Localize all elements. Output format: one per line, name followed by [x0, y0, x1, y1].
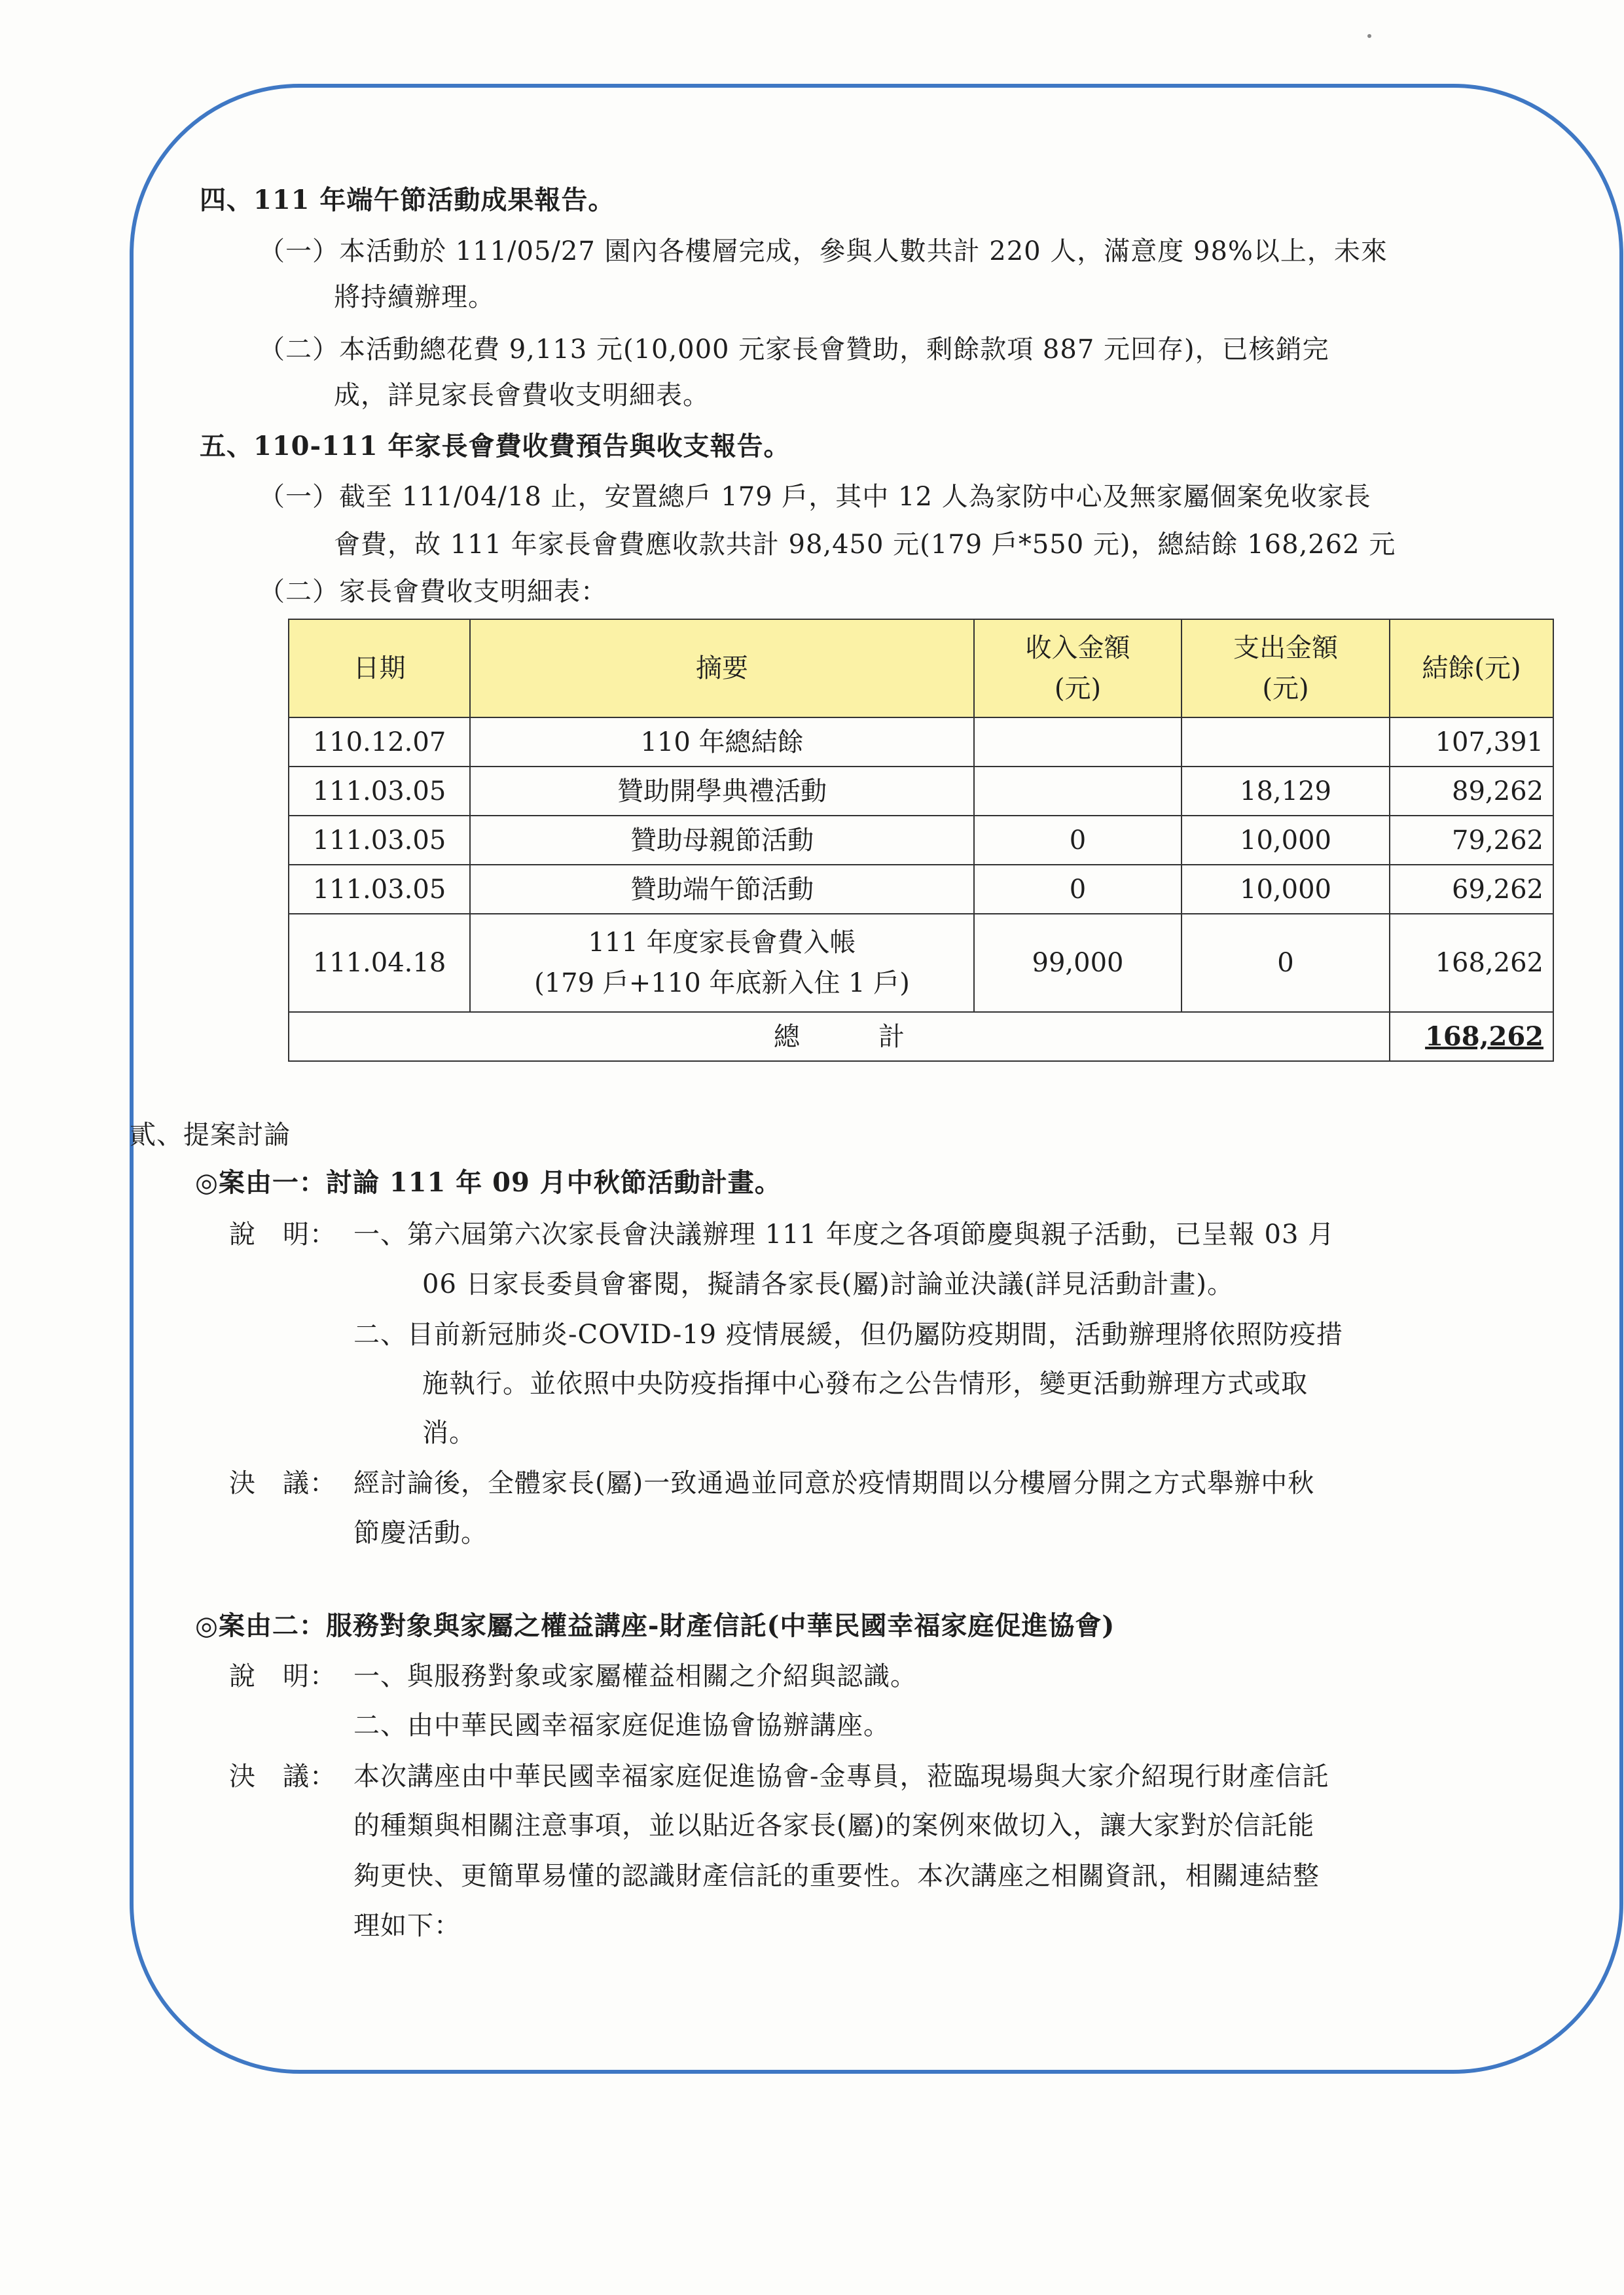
- case-2-explain-label: 說 明：: [229, 1661, 336, 1691]
- header-income: [974, 619, 1182, 717]
- fee-ledger-table: [288, 619, 1554, 1062]
- case-2-resolve-line-2: 的種類與相關注意事項，並以貼近各家長(屬)的案例來做切入，讓大家對於信託能: [353, 1811, 1315, 1841]
- section-5-item-1-line-2: 會費，故 111 年家長會費應收款共計 98,450 元(179 戶*550 元)，總結餘 168,262 元: [334, 530, 1396, 560]
- cell-income: [974, 767, 1182, 816]
- case-1-title: ◎案由一：討論 111 年 09 月中秋節活動計畫。: [195, 1167, 782, 1198]
- cell-income: 0: [974, 865, 1182, 914]
- cell-income: 0: [974, 816, 1182, 865]
- case-2-resolve-line-3: 夠更快、更簡單易懂的認識財產信託的重要性。本次講座之相關資訊，相關連結整: [353, 1861, 1320, 1891]
- section-4-item-2-line-2: 成，詳見家長會費收支明細表。: [334, 380, 710, 410]
- case-2-explain-2: 二、由中華民國幸福家庭促進協會協辦講座。: [353, 1710, 890, 1741]
- cell-date: 111.03.05: [289, 816, 470, 865]
- case-1-explain-1-line-1: 一、第六屆第六次家長會決議辦理 111 年度之各項節慶與親子活動，已呈報 03 月: [353, 1220, 1335, 1250]
- cell-date: 111.04.18: [289, 914, 470, 1012]
- cell-expense: 10,000: [1182, 865, 1390, 914]
- header-income-unit: (元): [1054, 674, 1102, 704]
- header-expense-label: 支出金額: [1233, 633, 1338, 663]
- table-row: [289, 914, 1553, 1012]
- table-row: [289, 816, 1553, 865]
- case-1-explain-label: 說 明：: [229, 1220, 336, 1250]
- section-4-item-1-line-2: 將持續辦理。: [334, 282, 495, 312]
- header-date: 日期: [289, 619, 470, 717]
- header-balance: 結餘(元): [1390, 619, 1553, 717]
- table-total-row: [289, 1012, 1553, 1061]
- case-1-explain-2-line-1: 二、目前新冠肺炎-COVID-19 疫情展緩，但仍屬防疫期間，活動辦理將依照防疫措: [353, 1320, 1343, 1350]
- cell-date: 111.03.05: [289, 865, 470, 914]
- cell-balance: 107,391: [1390, 717, 1553, 767]
- case-1-explain-1-line-2: 06 日家長委員會審閱，擬請各家長(屬)討論並決議(詳見活動計畫)。: [422, 1269, 1235, 1299]
- table-row: [289, 717, 1553, 767]
- case-1-resolve-line-2: 節慶活動。: [353, 1518, 488, 1548]
- cell-balance: 79,262: [1390, 816, 1553, 865]
- header-expense-unit: (元): [1262, 674, 1309, 704]
- header-expense: [1182, 619, 1390, 717]
- case-1-explain-2-line-2: 施執行。並依照中央防疫指揮中心發布之公告情形，變更活動辦理方式或取: [422, 1369, 1308, 1399]
- table-row: [289, 767, 1553, 816]
- cell-summary: 贊助開學典禮活動: [470, 767, 974, 816]
- section-4-item-1-line-1: （一）本活動於 111/05/27 園內各樓層完成，參與人數共計 220 人，滿意度 98%以上，未來: [259, 236, 1388, 266]
- cell-expense: 18,129: [1182, 767, 1390, 816]
- cell-summary: 贊助母親節活動: [470, 816, 974, 865]
- cell-balance: 89,262: [1390, 767, 1553, 816]
- table-row: [289, 865, 1553, 914]
- cell-summary-line-1: 111 年度家長會費入帳: [588, 928, 856, 958]
- cell-date: 111.03.05: [289, 767, 470, 816]
- total-value: 168,262: [1425, 1021, 1543, 1052]
- case-1-explain-2-line-3: 消。: [422, 1418, 476, 1448]
- case-2-resolve-line-4: 理如下：: [353, 1911, 461, 1941]
- header-income-label: 收入金額: [1025, 633, 1130, 663]
- section-5-title: 五、110-111 年家長會費收費預告與收支報告。: [200, 431, 791, 461]
- case-1-resolve-line-1: 經討論後，全體家長(屬)一致通過並同意於疫情期間以分樓層分開之方式舉辦中秋: [353, 1468, 1315, 1498]
- cell-expense: 10,000: [1182, 816, 1390, 865]
- case-2-title: ◎案由二：服務對象與家屬之權益講座-財產信託(中華民國幸福家庭促進協會): [195, 1610, 1115, 1641]
- case-2-resolve-label: 決 議：: [229, 1762, 336, 1792]
- section-4-item-2-line-1: （二）本活動總花費 9,113 元(10,000 元家長會贊助，剩餘款項 887 元回存)，已核銷完: [259, 334, 1329, 365]
- cell-date: 110.12.07: [289, 717, 470, 767]
- total-label: 總 計: [289, 1012, 1390, 1061]
- table-header-row: [289, 619, 1553, 717]
- section-5-item-2: （二）家長會費收支明細表：: [259, 577, 607, 607]
- cell-income: [974, 717, 1182, 767]
- cell-summary: 贊助端午節活動: [470, 865, 974, 914]
- cell-summary: [470, 914, 974, 1012]
- cell-summary-line-2: (179 戶+110 年底新入住 1 戶): [534, 968, 910, 998]
- header-summary: 摘要: [470, 619, 974, 717]
- cell-income: 99,000: [974, 914, 1182, 1012]
- cell-summary: 110 年總結餘: [470, 717, 974, 767]
- cell-balance: 69,262: [1390, 865, 1553, 914]
- case-2-resolve-line-1: 本次講座由中華民國幸福家庭促進協會-金專員，蒞臨現場與大家介紹現行財產信託: [353, 1762, 1329, 1792]
- case-2-explain-1: 一、與服務對象或家屬權益相關之介紹與認識。: [353, 1661, 917, 1691]
- cell-expense: [1182, 717, 1390, 767]
- section-5-item-1-line-1: （一）截至 111/04/18 止，安置總戶 179 戶，其中 12 人為家防中心及無家屬個案免收家長: [259, 482, 1371, 512]
- cell-expense: 0: [1182, 914, 1390, 1012]
- section-4-title: 四、111 年端午節活動成果報告。: [200, 185, 615, 215]
- case-1-resolve-label: 決 議：: [229, 1468, 336, 1498]
- total-value-cell: [1390, 1012, 1553, 1061]
- part-2-title: 貳、提案討論: [130, 1120, 291, 1150]
- scan-speck: [1367, 34, 1371, 38]
- cell-balance: 168,262: [1390, 914, 1553, 1012]
